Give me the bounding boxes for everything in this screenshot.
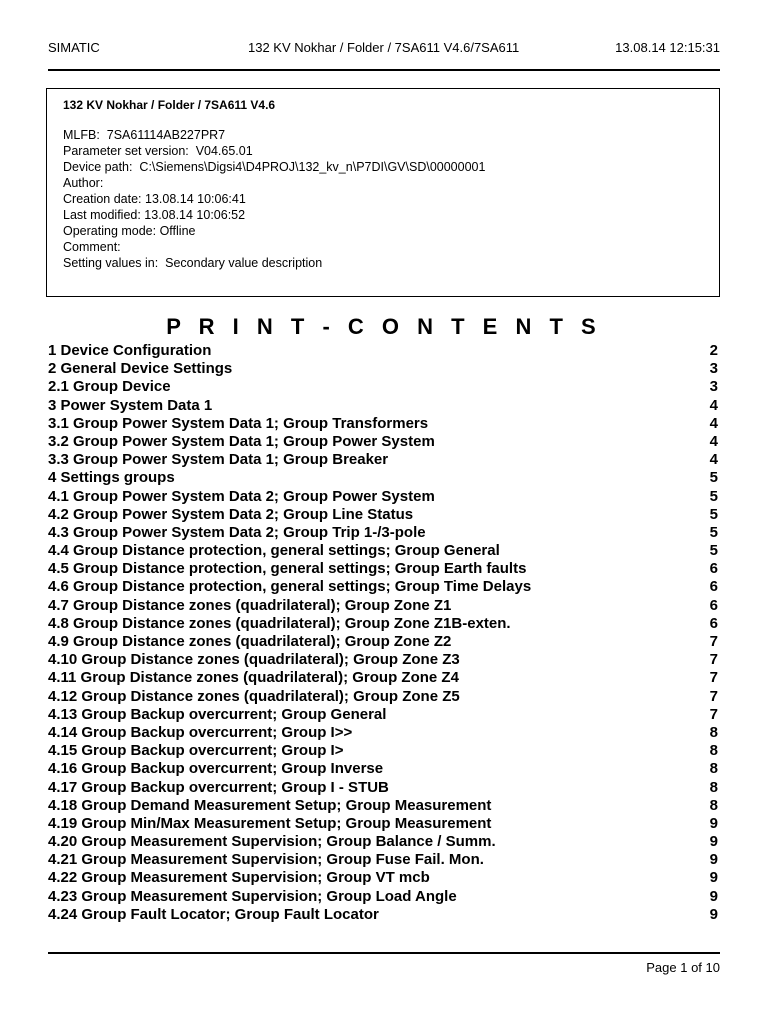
toc-entry-title: 4.9 Group Distance zones (quadrilateral); Group Zone Z2 bbox=[48, 633, 452, 650]
toc-entry[interactable] bbox=[48, 851, 720, 869]
toc-entry-title: 4.5 Group Distance protection, general settings; Group Earth faults bbox=[48, 560, 527, 578]
device-info-line: Creation date: 13.08.14 10:06:41 bbox=[63, 192, 246, 206]
toc-entry-title: 4.18 Group Demand Measurement Setup; Group Measurement bbox=[48, 796, 492, 814]
device-info-line: Comment: bbox=[63, 240, 121, 254]
device-info-line: Device path: C:\Siemens\Digsi4\D4PROJ\132_kv_n\P7DI\GV\SD\00000001 bbox=[63, 160, 486, 174]
toc-entry-title: 4.22 Group Measurement Supervision; Group VT mcb bbox=[48, 869, 430, 887]
toc-entry-page: 7 bbox=[709, 687, 718, 705]
toc-entry-page: 9 bbox=[709, 833, 718, 851]
toc-entry-page: 8 bbox=[709, 760, 718, 778]
toc-entry-title: 3.3 Group Power System Data 1; Group Breaker bbox=[48, 451, 389, 469]
toc-entry[interactable] bbox=[48, 542, 720, 560]
toc-entry[interactable] bbox=[48, 906, 720, 924]
toc-entry-title: 3 Power System Data 1 bbox=[48, 396, 213, 414]
toc-entry-title: 4.12 Group Distance zones (quadrilateral); Group Zone Z5 bbox=[48, 687, 460, 705]
toc-entry-title: 4.10 Group Distance zones (quadrilateral); Group Zone Z3 bbox=[48, 651, 460, 669]
toc-entry-title: 4.1 Group Power System Data 2; Group Power System bbox=[48, 487, 435, 505]
toc-entry-title: 4.14 Group Backup overcurrent; Group I>> bbox=[48, 723, 353, 741]
print-contents-title: P R I N T - C O N T E N T S bbox=[166, 314, 602, 339]
header-timestamp: 13.08.14 12:15:31 bbox=[615, 40, 720, 55]
toc-entry-title: 3.2 Group Power System Data 1; Group Power System bbox=[48, 432, 435, 450]
toc-entry-title: 4.4 Group Distance protection, general settings; Group General bbox=[48, 542, 500, 560]
header-app-name: SIMATIC bbox=[48, 40, 100, 55]
toc-entry-page: 5 bbox=[709, 523, 718, 541]
toc-entry-title: 4.17 Group Backup overcurrent; Group I - STUB bbox=[48, 778, 389, 796]
toc-entry-page: 4 bbox=[709, 414, 718, 432]
device-info-line: Last modified: 13.08.14 10:06:52 bbox=[63, 208, 246, 222]
header-divider bbox=[48, 69, 720, 71]
device-info-lines bbox=[63, 127, 703, 271]
toc-entry-page: 6 bbox=[709, 560, 718, 578]
toc-entry-page: 4 bbox=[709, 396, 718, 414]
toc-entry-title: 4.11 Group Distance zones (quadrilateral); Group Zone Z4 bbox=[48, 669, 459, 687]
table-of-contents bbox=[48, 342, 720, 924]
toc-entry-page: 5 bbox=[709, 487, 718, 505]
toc-entry[interactable] bbox=[48, 869, 720, 887]
toc-entry-page: 5 bbox=[709, 469, 718, 487]
toc-entry-page: 6 bbox=[709, 596, 718, 614]
device-info-line: Setting values in: Secondary value description bbox=[63, 256, 323, 270]
toc-entry-title: 4.16 Group Backup overcurrent; Group Inverse bbox=[48, 760, 384, 778]
toc-entry[interactable] bbox=[48, 342, 720, 360]
toc-entry-page: 7 bbox=[709, 669, 718, 687]
toc-entry[interactable] bbox=[48, 760, 720, 778]
device-info-box bbox=[46, 88, 720, 297]
toc-entry[interactable] bbox=[48, 669, 720, 687]
device-info-title: 132 KV Nokhar / Folder / 7SA611 V4.6 bbox=[63, 98, 276, 112]
toc-entry-title: 2 General Device Settings bbox=[48, 360, 233, 378]
toc-entry[interactable] bbox=[48, 360, 720, 378]
toc-entry-title: 4.13 Group Backup overcurrent; Group General bbox=[48, 705, 387, 723]
toc-entry-title: 4.23 Group Measurement Supervision; Group Load Angle bbox=[48, 887, 457, 905]
toc-entry-page: 4 bbox=[709, 451, 718, 469]
toc-entry[interactable] bbox=[48, 833, 720, 851]
toc-entry-page: 8 bbox=[709, 778, 718, 796]
toc-entry-title: 4.21 Group Measurement Supervision; Group Fuse Fail. Mon. bbox=[48, 851, 484, 869]
toc-entry-title: 3.1 Group Power System Data 1; Group Transformers bbox=[48, 414, 429, 432]
toc-entry[interactable] bbox=[48, 888, 720, 906]
toc-entry-title: 4.7 Group Distance zones (quadrilateral); Group Zone Z1 bbox=[48, 596, 452, 614]
toc-entry-page: 6 bbox=[709, 578, 718, 596]
toc-entry[interactable] bbox=[48, 615, 720, 633]
toc-entry[interactable] bbox=[48, 469, 720, 487]
device-info-line: MLFB: 7SA61114AB227PR7 bbox=[63, 128, 226, 142]
toc-entry[interactable] bbox=[48, 560, 720, 578]
toc-entry-page: 4 bbox=[709, 432, 718, 450]
toc-entry-title: 4.8 Group Distance zones (quadrilateral); Group Zone Z1B-exten. bbox=[48, 614, 511, 632]
toc-entry-page: 9 bbox=[709, 869, 718, 887]
toc-entry[interactable] bbox=[48, 815, 720, 833]
toc-entry-page: 8 bbox=[709, 796, 718, 814]
toc-entry[interactable] bbox=[48, 433, 720, 451]
toc-entry-page: 7 bbox=[709, 651, 718, 669]
toc-entry-page: 9 bbox=[709, 887, 718, 905]
toc-entry-page: 7 bbox=[709, 705, 718, 723]
toc-entry-title: 4 Settings groups bbox=[48, 469, 175, 487]
toc-entry[interactable] bbox=[48, 397, 720, 415]
toc-entry-title: 4.2 Group Power System Data 2; Group Line Status bbox=[48, 505, 414, 523]
toc-entry-title: 4.3 Group Power System Data 2; Group Trip 1-/3-pole bbox=[48, 523, 426, 541]
toc-entry[interactable] bbox=[48, 797, 720, 815]
toc-entry-title: 4.6 Group Distance protection, general settings; Group Time Delays bbox=[48, 578, 532, 596]
toc-entry-page: 8 bbox=[709, 723, 718, 741]
toc-entry[interactable] bbox=[48, 706, 720, 724]
toc-entry-title: 4.15 Group Backup overcurrent; Group I> bbox=[48, 742, 344, 760]
toc-entry-title: 1 Device Configuration bbox=[48, 342, 212, 359]
device-info-line: Author: bbox=[63, 176, 104, 190]
device-info-line: Parameter set version: V04.65.01 bbox=[63, 144, 253, 158]
toc-entry-page: 9 bbox=[709, 814, 718, 832]
toc-entry[interactable] bbox=[48, 724, 720, 742]
page-header bbox=[48, 40, 720, 60]
toc-entry[interactable] bbox=[48, 524, 720, 542]
toc-entry-page: 5 bbox=[709, 542, 718, 560]
toc-entry-page: 6 bbox=[709, 614, 718, 632]
toc-entry-title: 4.19 Group Min/Max Measurement Setup; Group Measurement bbox=[48, 814, 492, 832]
toc-entry-page: 3 bbox=[709, 360, 718, 378]
device-info-line: Operating mode: Offline bbox=[63, 224, 196, 238]
toc-entry[interactable] bbox=[48, 378, 720, 396]
header-document-path: 132 KV Nokhar / Folder / 7SA611 V4.6/7SA611 bbox=[248, 40, 520, 55]
toc-entry[interactable] bbox=[48, 597, 720, 615]
toc-entry-page: 9 bbox=[709, 851, 718, 869]
toc-entry[interactable] bbox=[48, 415, 720, 433]
toc-entry[interactable] bbox=[48, 633, 720, 651]
toc-entry[interactable] bbox=[48, 651, 720, 669]
toc-entry[interactable] bbox=[48, 451, 720, 469]
toc-entry[interactable] bbox=[48, 779, 720, 797]
toc-entry-page: 2 bbox=[709, 342, 718, 359]
toc-entry-page: 5 bbox=[709, 505, 718, 523]
toc-entry-title: 2.1 Group Device bbox=[48, 378, 171, 396]
toc-entry[interactable] bbox=[48, 742, 720, 760]
toc-entry-page: 7 bbox=[709, 633, 718, 650]
toc-entry-title: 4.24 Group Fault Locator; Group Fault Locator bbox=[48, 905, 379, 923]
toc-entry-page: 8 bbox=[709, 742, 718, 760]
footer-divider bbox=[48, 952, 720, 954]
toc-entry-page: 3 bbox=[709, 378, 718, 396]
toc-entry[interactable] bbox=[48, 688, 720, 706]
toc-entry[interactable] bbox=[48, 578, 720, 596]
toc-entry[interactable] bbox=[48, 488, 720, 506]
toc-entry-page: 9 bbox=[709, 905, 718, 923]
page-number: Page 1 of 10 bbox=[646, 960, 720, 975]
toc-entry-title: 4.20 Group Measurement Supervision; Group Balance / Summ. bbox=[48, 833, 496, 851]
toc-entry[interactable] bbox=[48, 506, 720, 524]
